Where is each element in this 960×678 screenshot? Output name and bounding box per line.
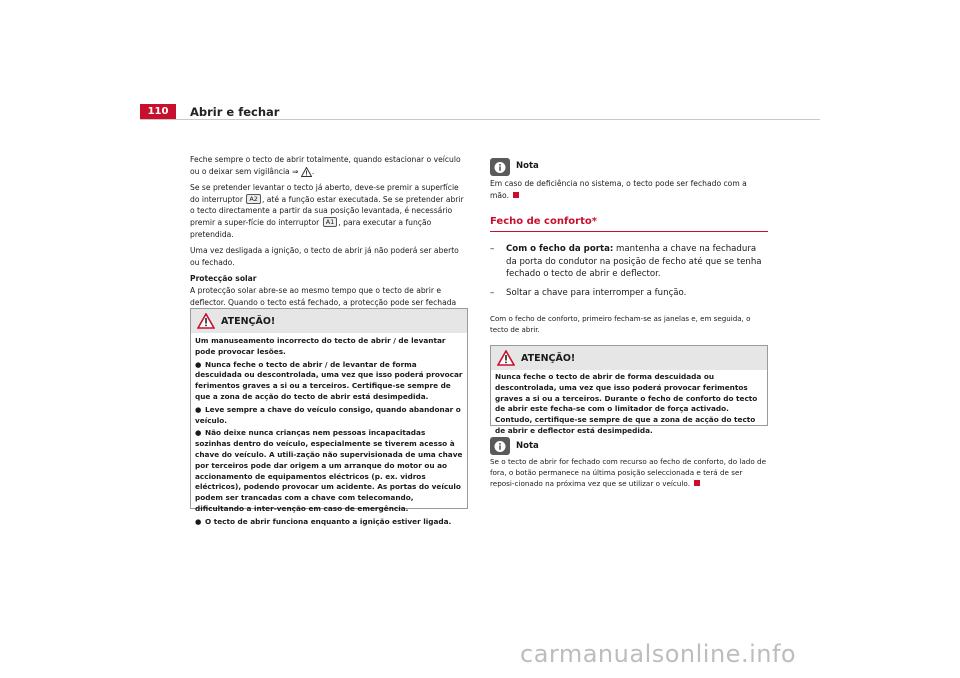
warning-body	[191, 333, 467, 528]
bullet-icon: ●	[195, 359, 202, 369]
info-note-icon	[490, 158, 510, 176]
warning-title: ATENÇÃO!	[221, 315, 276, 327]
dash: –	[490, 287, 495, 298]
text: Feche sempre o tecto de abrir totalmente, quando estacionar o veículo ou o deixar sem vigilância	[190, 155, 461, 176]
warning-bullet	[195, 428, 463, 514]
header-rule	[140, 119, 820, 120]
left-column	[190, 154, 468, 325]
switch-badge-a2: A2	[246, 194, 261, 204]
note-title: Nota	[516, 161, 539, 172]
step-2	[490, 287, 768, 300]
text: , até a função estar executada. Se se pretender abrir o tecto directamente a partir da sua posição levantada, é necessário premir a super-fície do interruptor	[190, 194, 464, 227]
text: Se o tecto de abrir for fechado com recurso ao fecho de conforto, do lado de fora, o botão permanece na última posição seleccionada e terá de ser reposi-cionado na próxima vez que se utilizar o veículo.	[490, 457, 767, 488]
text: Não deixe nunca crianças nem pessoas incapacitadas sozinhas dentro do veículo, especialmente se tiverem acesso à chave do veículo. A utili-zação não supervisionada de uma chave por terceiros pode dar origem a um arranque do motor ou ao accionamento de equipamentos eléctricos (p. ex. vidros eléctricos), podendo provocar um acidente. As portas do veículo podem ser trancadas com a chave com telecomando, dificultando a inter-venção em caso de emergência.	[195, 428, 463, 513]
warning-title: ATENÇÃO!	[521, 352, 576, 364]
text: Se se pretender levantar o tecto já aberto, deve-se premir a superfície do interruptor	[190, 183, 459, 204]
warning-triangle-icon	[301, 166, 315, 177]
warning-header	[491, 346, 767, 370]
switch-badge-a1: A1	[323, 217, 338, 227]
warning-triangle-icon	[197, 313, 215, 329]
text: Em caso de deficiência no sistema, o tecto pode ser fechado com a mão.	[490, 179, 747, 200]
note-header	[490, 437, 768, 455]
warning-bullet	[195, 405, 463, 427]
note-text	[490, 178, 768, 201]
bullet-icon: ●	[195, 428, 202, 438]
paragraph-sun-protection: A protecção solar abre-se ao mesmo tempo que o tecto de abrir e deflector. Quando o tecto está fechado, a protecção pode ser fechada	[190, 285, 457, 307]
step-1	[490, 243, 768, 281]
section-title: Fecho de conforto*	[490, 216, 597, 227]
note-header	[490, 158, 768, 176]
note-2	[490, 437, 768, 489]
end-mark-icon	[513, 192, 519, 198]
section-rule	[490, 231, 768, 232]
paragraph-switch	[190, 182, 468, 240]
text: O tecto de abrir funciona enquanto a ignição estiver ligada.	[205, 516, 452, 526]
warning-bullet	[195, 360, 463, 403]
warning-body: Nunca feche o tecto de abrir de forma descuidada ou descontrolada, uma vez que isso poderá provocar ferimentos graves a si ou a terceiros. Durante o fecho de conforto do tecto de abrir este fecha-se com o limitador de força activado. Contudo, certifique-se sempre de que a zona de acção do tecto de abrir e deflector está desimpedida.	[495, 372, 758, 435]
note-text	[490, 457, 768, 489]
note-1	[490, 158, 768, 201]
text: mantenha a chave na fechadura da porta do condutor na posição de fecho até que se tenha fechado o tecto de abrir e deflector.	[506, 244, 762, 280]
warning-box-right	[490, 345, 768, 435]
page-number: 110	[140, 104, 176, 120]
text: .	[311, 166, 315, 176]
paragraph-comfort: Com o fecho de conforto, primeiro fecham-se as janelas e, em seguida, o tecto de abrir.	[490, 314, 751, 334]
section-header: Abrir e fechar	[190, 105, 280, 119]
subheading-sun-protection: Protecção solar	[190, 274, 257, 284]
paragraph-close-roof	[190, 154, 468, 177]
end-mark-icon	[694, 480, 700, 486]
step-label: Com o fecho da porta:	[506, 244, 614, 254]
warning-box-left	[190, 308, 468, 526]
dash: –	[490, 244, 495, 254]
text: , para executar a função pretendida.	[190, 217, 432, 239]
step-text: Soltar a chave para interromper a função.	[506, 287, 687, 298]
text: Nunca feche o tecto de abrir / de levantar de forma descuidada ou descontrolada, uma vez que isso poderá provocar ferimentos graves a si ou a terceiros. Certifique-se sempre de que a zona de acção do tecto de abrir está desimpedida.	[195, 359, 463, 401]
warning-intro: Um manuseamento incorrecto do tecto de abrir / de levantar pode provocar lesões.	[195, 336, 446, 356]
paragraph-ignition: Uma vez desligada a ignição, o tecto de abrir já não poderá ser aberto ou fechado.	[190, 246, 459, 267]
steps	[490, 243, 768, 299]
text: Leve sempre a chave do veículo consigo, quando abandonar o veículo.	[195, 404, 461, 425]
warning-header	[191, 309, 467, 333]
note-title: Nota	[516, 440, 539, 451]
arrow-icon: ⇒	[292, 166, 299, 176]
warning-triangle-icon	[497, 350, 515, 366]
warning-bullet	[195, 517, 463, 528]
bullet-icon: ●	[195, 404, 202, 414]
bullet-icon: ●	[195, 516, 202, 526]
watermark: carmanualsonline.info	[520, 640, 797, 668]
info-note-icon	[490, 437, 510, 455]
step-text	[506, 243, 768, 281]
